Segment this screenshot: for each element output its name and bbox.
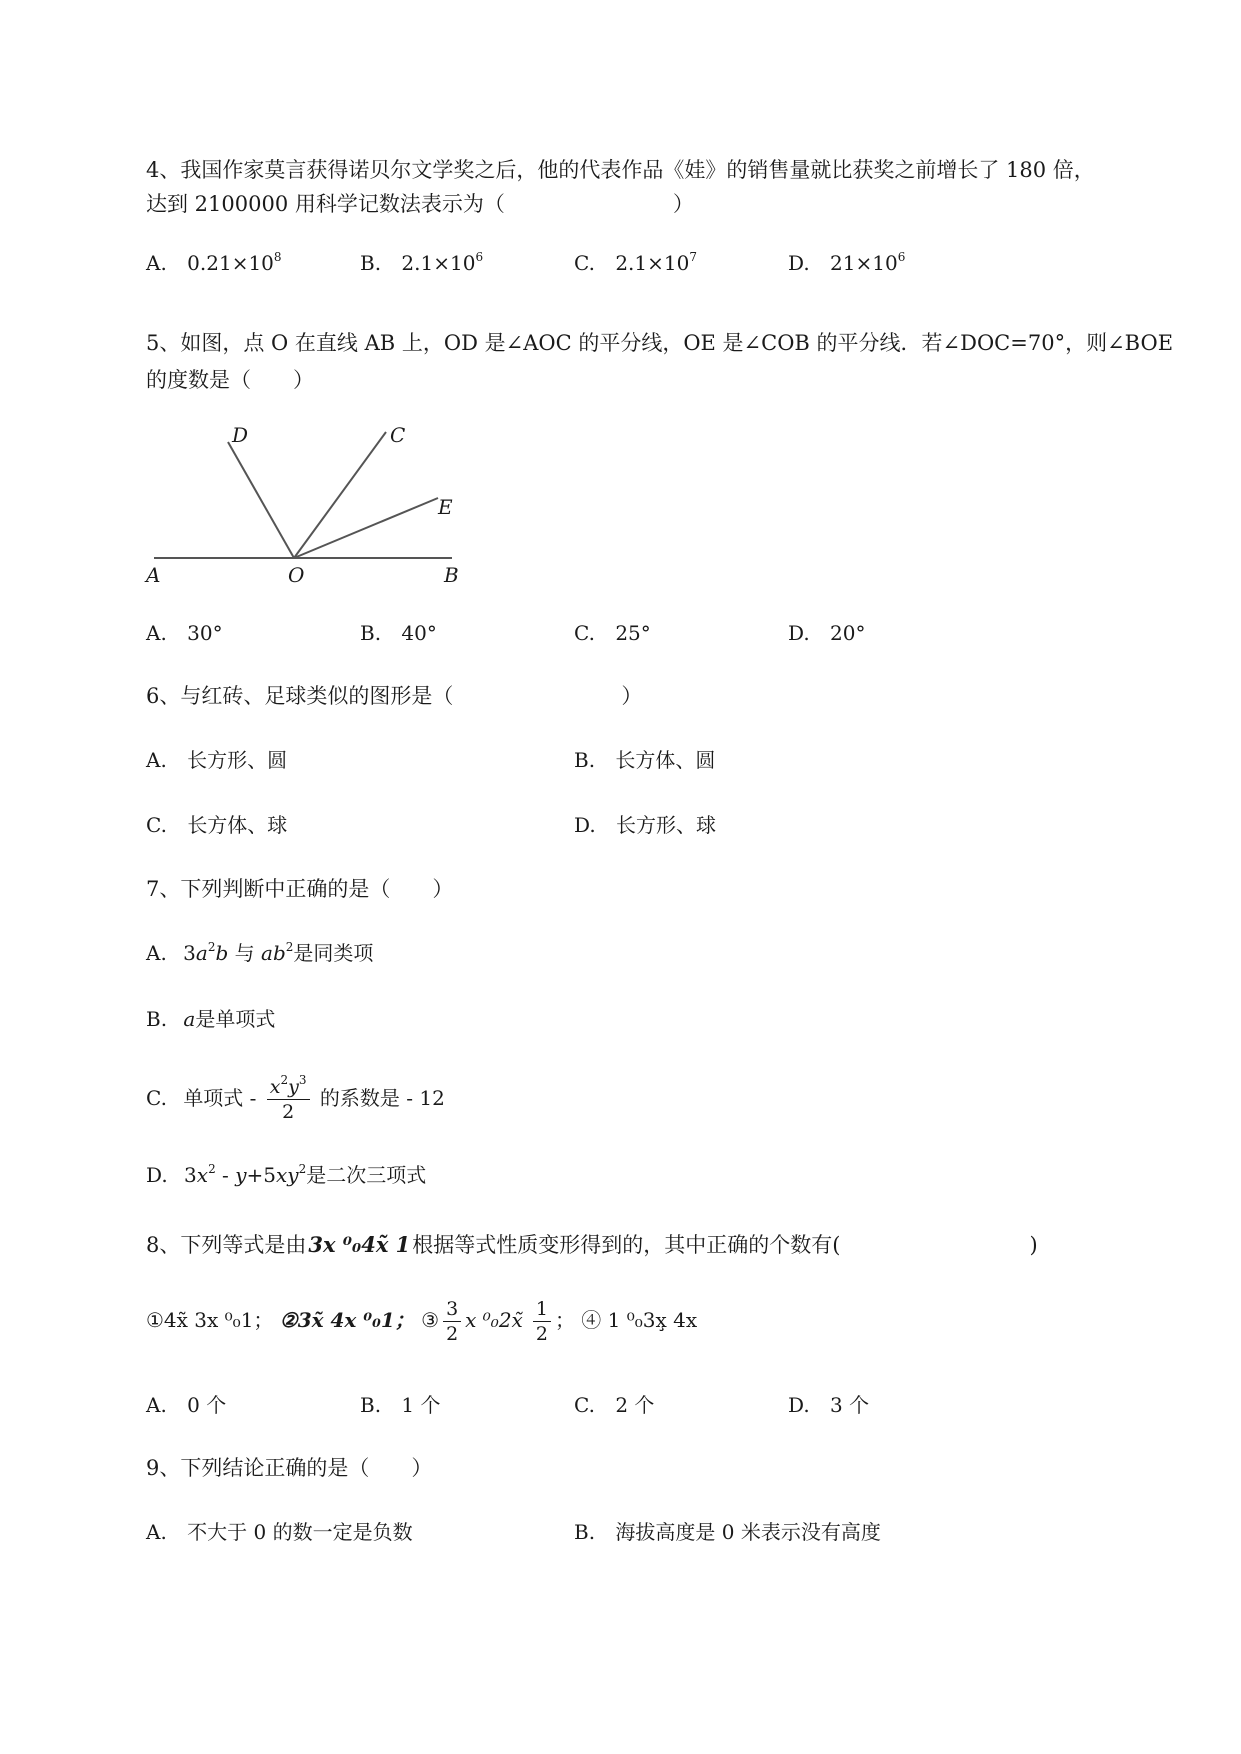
- q6-option-c-label: C.: [146, 813, 167, 837]
- q5-option-c-text: 25°: [615, 621, 651, 645]
- q8-item-3-mid: x ⁰₀2x̃: [465, 1308, 523, 1332]
- q5-option-b-text: 40°: [401, 621, 437, 645]
- q5-angle-figure: [140, 420, 480, 590]
- q5-option-a[interactable]: [146, 618, 223, 648]
- label-b: B: [444, 563, 459, 587]
- q5-stem-line1: 5、如图，点 O 在直线 AB 上，OD 是∠AOC 的平分线，OE 是∠COB 的平分线．若∠DOC=70°，则∠BOE: [146, 331, 1174, 355]
- q4-option-a[interactable]: [146, 248, 282, 278]
- q7-c-num-x-exp: 2: [280, 1073, 289, 1087]
- q8-option-c-label: C.: [574, 1393, 595, 1417]
- q4-option-b-base: 2.1×10: [401, 251, 476, 275]
- q4-option-c[interactable]: [574, 248, 697, 278]
- q8-stem-post: 根据等式性质变形得到的，其中正确的个数有( ): [412, 1233, 1038, 1257]
- q7-option-d[interactable]: [146, 1160, 426, 1190]
- q7-d-coef: 3: [184, 1163, 197, 1187]
- q7-a-var-ab: ab: [261, 941, 286, 965]
- q7-a-tail: 是同类项: [293, 941, 374, 965]
- q7-c-num-x: x: [269, 1076, 281, 1098]
- q4-option-a-exp: 8: [273, 250, 282, 264]
- q5-option-d-label: D.: [788, 621, 810, 645]
- q7-d-var-xy: xy: [275, 1163, 299, 1187]
- q7-option-a-label: A.: [146, 941, 167, 965]
- q4-option-d-exp: 6: [897, 250, 906, 264]
- q6-option-c[interactable]: [146, 810, 287, 840]
- q8-stem: [146, 1230, 1038, 1260]
- q7-a-var-a: a: [195, 941, 208, 965]
- q7-option-b[interactable]: [146, 1004, 275, 1034]
- q7-option-a[interactable]: [146, 938, 373, 968]
- q4-option-c-exp: 7: [689, 250, 697, 264]
- q4-option-d-base: 21×10: [830, 251, 898, 275]
- q7-d-exp1: 2: [208, 1162, 216, 1176]
- q8-items: [146, 1290, 697, 1350]
- ray-od: [228, 442, 294, 558]
- q7-c-num-y: y: [288, 1076, 299, 1098]
- q7-d-var-x: x: [196, 1163, 209, 1187]
- q5-option-d[interactable]: [788, 618, 866, 648]
- q8-item-2: ②3x̃ 4x ⁰₀1；: [279, 1308, 415, 1332]
- q5-option-d-text: 20°: [830, 621, 866, 645]
- q8-option-a[interactable]: [146, 1390, 226, 1420]
- q5-option-b-label: B.: [360, 621, 382, 645]
- q8-item-3-frac1: [443, 1297, 461, 1346]
- q4-option-d-label: D.: [788, 251, 810, 275]
- q8-item-3-frac2-num: 1: [533, 1297, 551, 1322]
- q4-option-c-label: C.: [574, 251, 595, 275]
- q8-item-3-sep: ；: [554, 1308, 575, 1332]
- q8-stem-pre: 8、下列等式是由: [146, 1233, 307, 1257]
- label-d: D: [232, 423, 249, 447]
- q8-item-3-frac2-den: 2: [535, 1323, 548, 1345]
- q8-option-b-text: 1 个: [401, 1393, 441, 1417]
- q4-option-d[interactable]: [788, 248, 905, 278]
- q8-option-a-label: A.: [146, 1393, 167, 1417]
- q8-item-3-frac1-den: 2: [446, 1323, 459, 1345]
- q9-option-a[interactable]: [146, 1517, 413, 1547]
- q9-option-b-label: B.: [574, 1520, 596, 1544]
- q9-stem: 9、下列结论正确的是（ ）: [146, 1456, 433, 1480]
- q6-option-a[interactable]: [146, 745, 287, 775]
- q7-d-exp2: 2: [298, 1162, 307, 1176]
- q4-option-b-label: B.: [360, 251, 382, 275]
- q5-option-a-text: 30°: [187, 621, 223, 645]
- q6-option-c-text: 长方体、球: [187, 813, 288, 837]
- q8-item-1: ①4x̃ 3x ⁰₀1；: [146, 1308, 274, 1332]
- q8-option-b-label: B.: [360, 1393, 382, 1417]
- q9-option-b-text: 海拔高度是 0 米表示没有高度: [615, 1520, 881, 1544]
- q7-option-d-label: D.: [146, 1163, 168, 1187]
- q5-option-c[interactable]: [574, 618, 651, 648]
- q6-option-d[interactable]: [574, 810, 716, 840]
- q4-stem-line1: 4、我国作家莫言获得诺贝尔文学奖之后，他的代表作品《娃》的销售量就比获奖之前增长了 180 倍，: [146, 158, 1095, 182]
- q7-a-coef: 3: [183, 941, 196, 965]
- q5-option-c-label: C.: [574, 621, 595, 645]
- q4-option-a-label: A.: [146, 251, 167, 275]
- q5-stem-line2: 的度数是（ ）: [146, 368, 314, 392]
- q7-stem: 7、下列判断中正确的是（ ）: [146, 877, 454, 901]
- q8-option-c[interactable]: [574, 1390, 654, 1420]
- q5-option-b[interactable]: [360, 618, 437, 648]
- q6-option-b[interactable]: [574, 745, 715, 775]
- label-c: C: [390, 423, 406, 447]
- q6-option-d-text: 长方形、球: [616, 813, 717, 837]
- label-e: E: [438, 495, 453, 519]
- q7-a-exp1: 2: [207, 940, 216, 954]
- q9-option-a-text: 不大于 0 的数一定是负数: [187, 1520, 413, 1544]
- q6-option-b-text: 长方体、圆: [615, 748, 716, 772]
- q4-option-a-base: 0.21×10: [187, 251, 274, 275]
- q7-d-minus: -: [215, 1163, 236, 1187]
- q8-stem-expr: 3x ⁰₀4x̃ 1: [308, 1232, 411, 1257]
- q8-item-4: ④ 1 ⁰₀3x̧ 4x: [581, 1308, 698, 1332]
- q7-option-c[interactable]: [146, 1068, 445, 1128]
- q7-d-var-y: y: [235, 1163, 247, 1187]
- label-o: O: [288, 563, 305, 587]
- q6-option-d-label: D.: [574, 813, 596, 837]
- q8-option-c-text: 2 个: [615, 1393, 655, 1417]
- q7-c-tail: 的系数是 - 12: [319, 1086, 445, 1110]
- q7-a-conj: 与: [228, 941, 262, 965]
- q4-option-b-exp: 6: [475, 250, 484, 264]
- q7-a-exp2: 2: [285, 940, 294, 954]
- q6-stem: 6、与红砖、足球类似的图形是（ ）: [146, 684, 643, 708]
- q7-a-var-b: b: [215, 941, 229, 965]
- q9-option-a-label: A.: [146, 1520, 167, 1544]
- q7-d-tail: 是二次三项式: [306, 1163, 427, 1187]
- q8-item-3-marker: ③: [421, 1308, 440, 1332]
- q7-option-c-label: C.: [146, 1086, 167, 1110]
- q8-option-b[interactable]: [360, 1390, 441, 1420]
- q8-item-3-frac2: [533, 1297, 551, 1346]
- q7-c-den: 2: [282, 1101, 295, 1123]
- q8-option-d[interactable]: [788, 1390, 869, 1420]
- q7-c-prefix: 单项式 -: [183, 1086, 257, 1110]
- q5-option-a-label: A.: [146, 621, 167, 645]
- q9-option-b[interactable]: [574, 1517, 881, 1547]
- q7-d-plus: +5: [246, 1163, 276, 1187]
- q8-option-d-text: 3 个: [830, 1393, 870, 1417]
- q8-option-d-label: D.: [788, 1393, 810, 1417]
- q7-c-num-y-exp: 3: [298, 1073, 307, 1087]
- q8-option-a-text: 0 个: [187, 1393, 227, 1417]
- label-a: A: [146, 563, 161, 587]
- q6-option-a-label: A.: [146, 748, 167, 772]
- q4-option-b[interactable]: [360, 248, 483, 278]
- q4-option-c-base: 2.1×10: [615, 251, 690, 275]
- q7-b-tail: 是单项式: [195, 1007, 276, 1031]
- q7-option-b-label: B.: [146, 1007, 168, 1031]
- q8-item-3-frac1-num: 3: [443, 1297, 461, 1322]
- q7-c-fraction: [267, 1075, 310, 1124]
- q6-option-a-text: 长方形、圆: [187, 748, 288, 772]
- q7-b-var: a: [183, 1007, 196, 1031]
- q4-stem-line2: 达到 2100000 用科学记数法表示为（ ）: [146, 192, 694, 216]
- q6-option-b-label: B.: [574, 748, 596, 772]
